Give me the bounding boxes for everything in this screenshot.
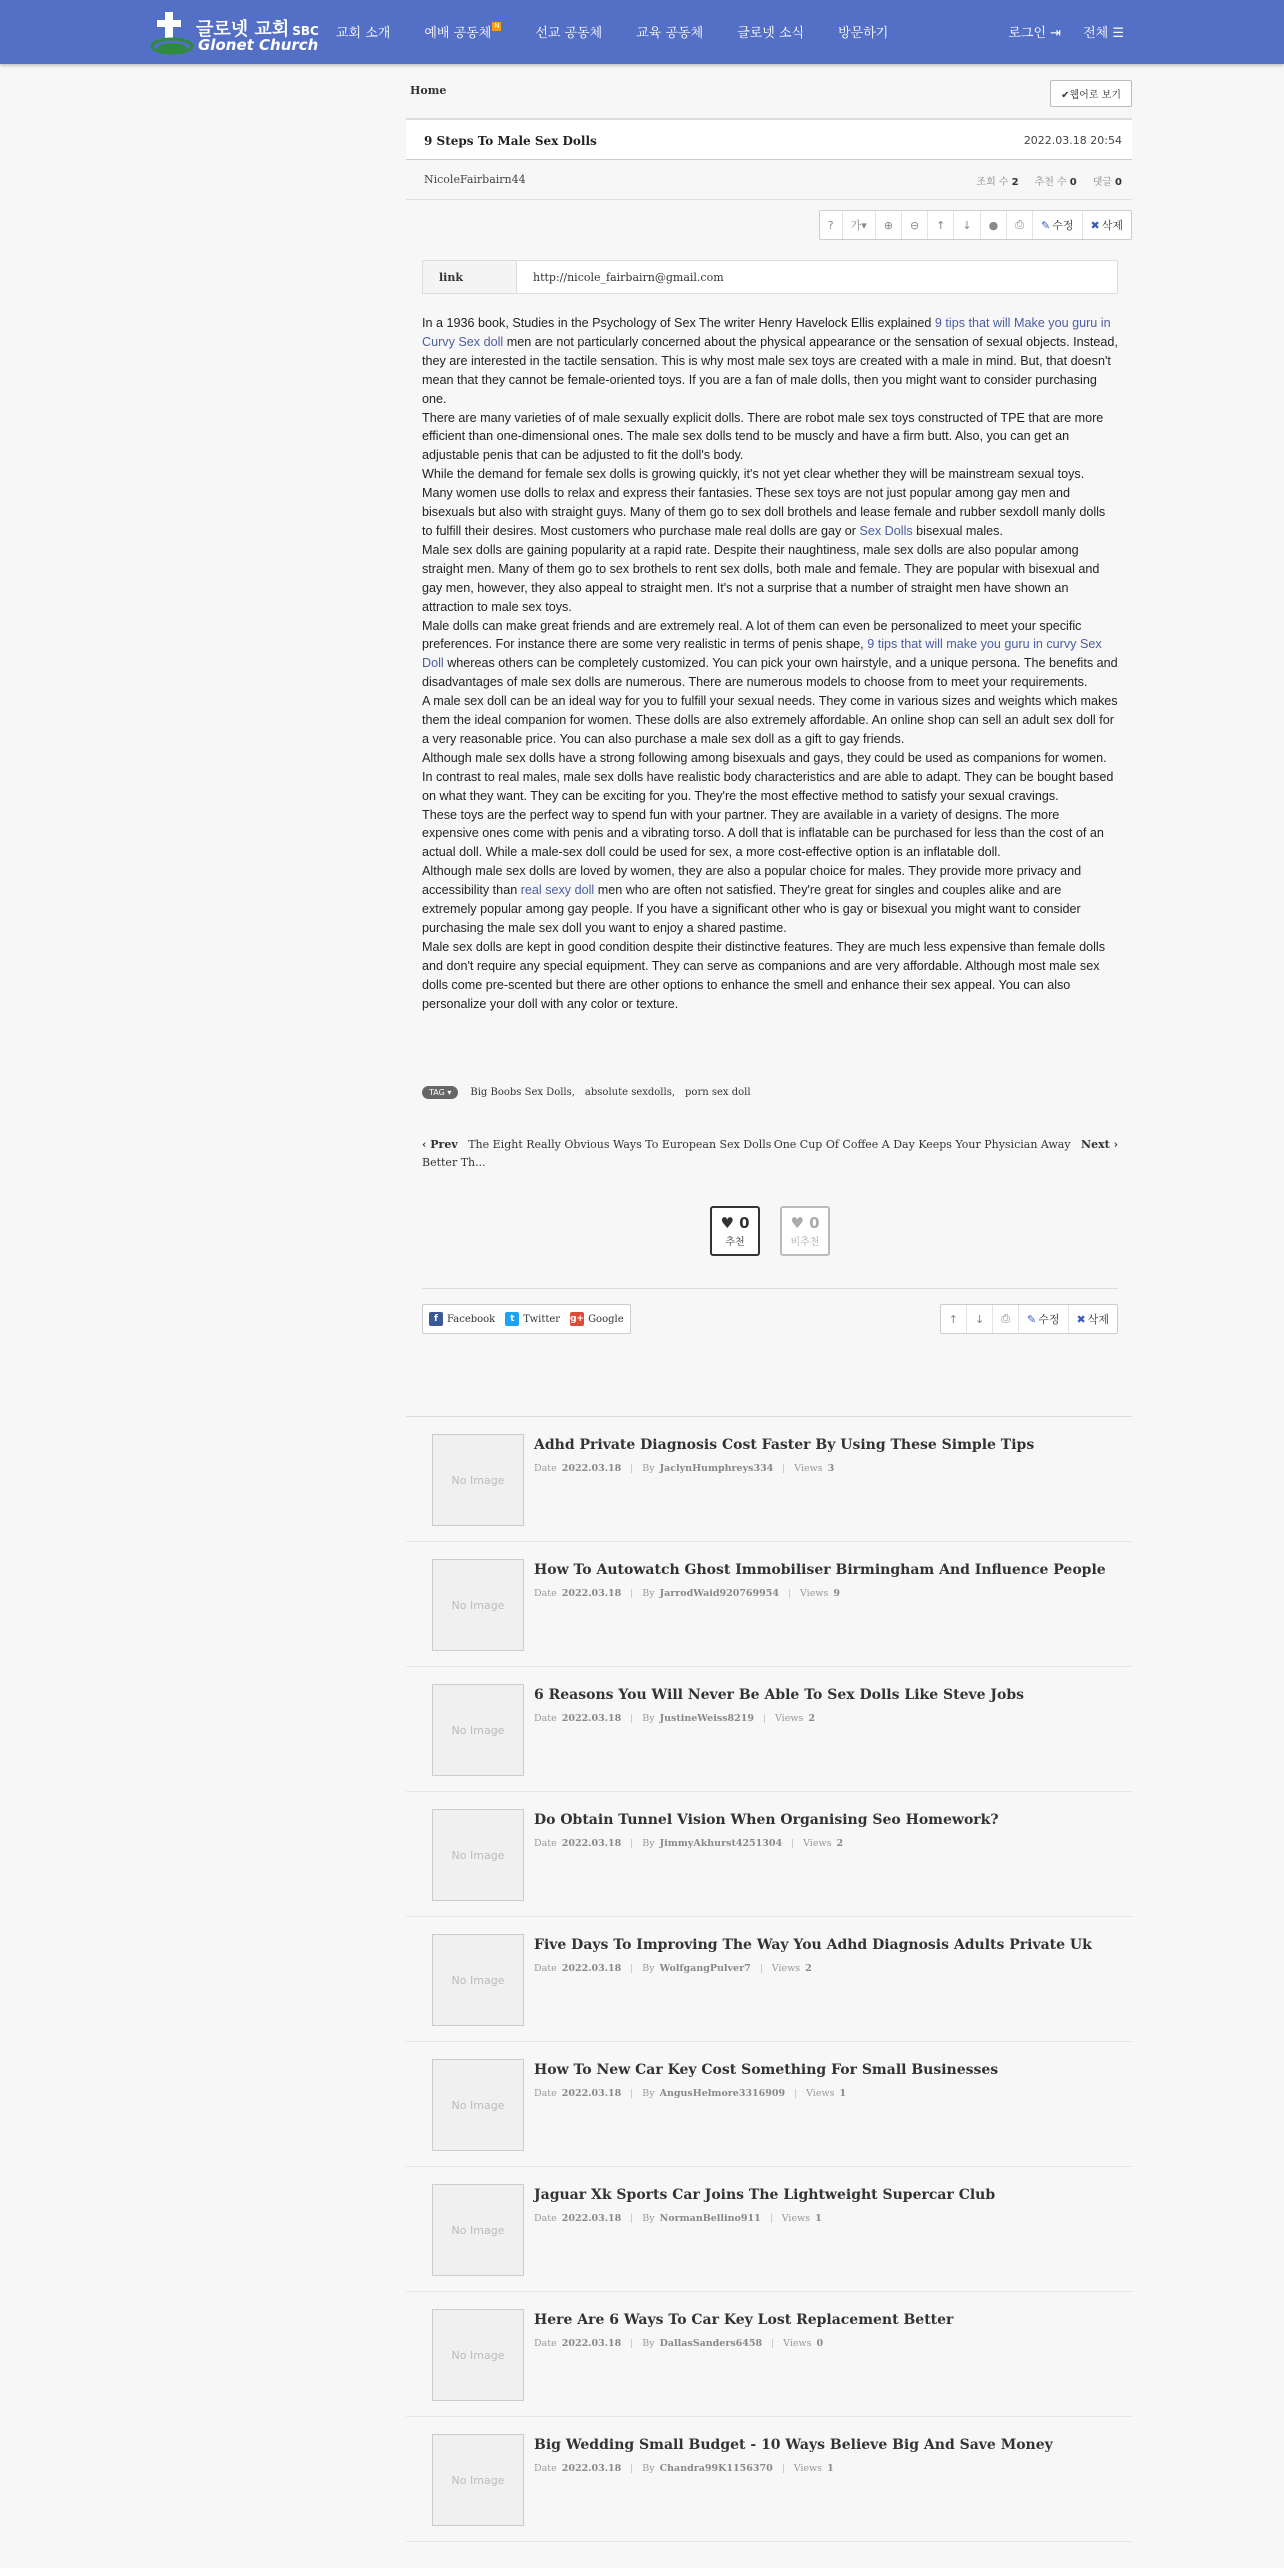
list-item-title[interactable]: How To New Car Key Cost Something For Small Businesses — [534, 2062, 999, 2078]
web-view-button[interactable]: ✔웹어로 보기 — [1050, 80, 1132, 107]
list-item-author: WolfgangPulver7 — [659, 1963, 751, 1974]
main-menu — [336, 22, 922, 41]
paragraph-text: whereas others can be completely customized. You can pick your own hairstyle, and a unique persona. The benefits and disadvantages of male sex dolls are numerous. There are numerous models to choose from to meet your requirements. — [422, 656, 1118, 690]
post-title-bar — [406, 118, 1132, 160]
post-meta — [406, 160, 1132, 200]
login-button[interactable]: 로그인 ⇥ — [1008, 26, 1062, 41]
list-item[interactable] — [406, 1667, 1132, 1792]
list-item-date: 2022.03.18 — [561, 2213, 622, 2224]
pencil-icon: ✎ — [1041, 218, 1051, 232]
facebook-icon: f — [429, 1312, 443, 1326]
recommend-count: 추천 수 0 — [1034, 177, 1077, 188]
tag-badge: TAG ▾ — [422, 1086, 458, 1099]
body-paragraph — [422, 409, 1118, 466]
list-item-title[interactable]: Five Days To Improving The Way You Adhd Diagnosis Adults Private Uk — [534, 1937, 1092, 1953]
nav-item-education[interactable]: 교육 공동체 — [636, 26, 704, 41]
list-item-title[interactable]: Here Are 6 Ways To Car Key Lost Replacement Better — [534, 2312, 954, 2328]
bottom-toolbar — [940, 1304, 1118, 1334]
post-body — [422, 314, 1118, 1014]
list-item-author: JustineWeiss8219 — [659, 1713, 754, 1724]
body-paragraph — [422, 692, 1118, 749]
list-item-date: 2022.03.18 — [561, 1713, 622, 1724]
next-post-link[interactable]: One Cup Of Coffee A Day Keeps Your Physician Away Next › — [773, 1138, 1118, 1151]
share-twitter[interactable]: t Twitter — [505, 1312, 560, 1326]
list-item[interactable] — [406, 2417, 1132, 2542]
body-paragraph — [422, 938, 1118, 1014]
list-item-views: 2 — [836, 1838, 844, 1849]
heart-icon: ♥ — [720, 1214, 734, 1232]
list-item[interactable] — [406, 2167, 1132, 2292]
list-item-date: 2022.03.18 — [561, 1463, 622, 1474]
paragraph-text: Although male sex dolls are loved by women, they are also a popular choice for males. They provide more privacy and accessibility than — [422, 864, 1082, 898]
new-badge: N — [494, 22, 500, 30]
thumbnail-placeholder[interactable]: No Image — [432, 2059, 524, 2151]
body-paragraph — [422, 541, 1118, 617]
inline-link[interactable]: 9 tips that will make you guru in curvy Sex Doll — [422, 637, 1102, 671]
post-date: 2022.03.18 20:54 — [1023, 134, 1122, 147]
share-facebook[interactable]: f Facebook — [429, 1312, 495, 1326]
list-item-author: JimmyAkhurst4251304 — [659, 1838, 783, 1849]
body-paragraph — [422, 617, 1118, 693]
pencil-icon: ✎ — [1027, 1312, 1037, 1326]
list-item-date: 2022.03.18 — [561, 1588, 622, 1599]
chevron-left-icon: ‹ — [422, 1138, 427, 1151]
body-paragraph — [422, 862, 1118, 938]
body-paragraph — [422, 749, 1118, 806]
body-paragraph — [422, 314, 1118, 409]
list-item-title[interactable]: Adhd Private Diagnosis Cost Faster By Using These Simple Tips — [534, 1437, 1035, 1453]
inline-link[interactable]: real sexy doll — [520, 883, 595, 898]
list-item-meta: Date 2022.03.18 By WolfgangPulver7 Views 2 — [534, 1963, 812, 1974]
list-item-views: 0 — [816, 2338, 824, 2349]
close-icon: ✖ — [1076, 1312, 1086, 1326]
thumbnail-placeholder[interactable]: No Image — [432, 2309, 524, 2401]
list-item-meta: Date 2022.03.18 By NormanBellino911 Views 1 — [534, 2213, 822, 2224]
list-item-meta: Date 2022.03.18 By JustineWeiss8219 Views 2 — [534, 1713, 815, 1724]
paragraph-text: bisexual males. — [912, 523, 1003, 538]
nav-item-about[interactable]: 교회 소개 — [336, 26, 391, 41]
list-item-date: 2022.03.18 — [561, 2088, 622, 2099]
view-count: 조회 수 2 — [976, 177, 1019, 188]
tag-link[interactable]: Big Boobs Sex Dolls, — [470, 1087, 575, 1098]
header-actions — [1008, 22, 1124, 41]
list-item-title[interactable]: Do Obtain Tunnel Vision When Organising Seo Homework? — [534, 1812, 999, 1828]
paragraph-text: men who are often not satisfied. They're great for singles and couples alike and are extremely popular among gay people. If you have a significant other who is gay or bisexual you might want to consider purchasing the male sex doll you want to enjoy a shared pastime. — [422, 883, 1081, 935]
list-item-views: 1 — [815, 2213, 822, 2224]
inline-link[interactable]: Sex Dolls — [859, 523, 913, 538]
paragraph-text: There are many varieties of of male sexually explicit dolls. There are robot male sex toys constructed of TPE that are more efficient than one-dimensional ones. The male sex dolls tend to be muscly and have a firm butt. Also, you can get an adjustable penis that can be adjusted to fit the doll's body. — [422, 410, 1104, 463]
list-item-date: 2022.03.18 — [561, 1838, 622, 1849]
arrow-up-icon[interactable]: ↑ — [941, 1305, 967, 1333]
thumbnail-placeholder[interactable]: No Image — [432, 1809, 524, 1901]
link-value[interactable]: http://nicole_fairbairn@gmail.com — [533, 271, 724, 284]
paragraph-text: Although male sex dolls have a strong following among bisexuals and gays, they could be used as companions for women. In contrast to real males, male sex dolls have realistic body characteristics and are able to adapt. They can be bought based on what they want. They can be exciting for you. They're the most effective method to satisfy your sexual cravings. — [422, 750, 1114, 803]
post-stats — [976, 173, 1122, 188]
nav-item-news[interactable]: 글로넷 소식 — [737, 26, 805, 41]
google-plus-icon: g+ — [570, 1314, 585, 1324]
thumbnail-placeholder[interactable]: No Image — [432, 1684, 524, 1776]
list-item[interactable] — [406, 2042, 1132, 2167]
thumbnail-placeholder[interactable]: No Image — [432, 1559, 524, 1651]
list-item-date: 2022.03.18 — [561, 1963, 622, 1974]
thumbnail-placeholder[interactable]: No Image — [432, 1434, 524, 1526]
comment-icon[interactable]: ● — [981, 211, 1008, 239]
edit-button[interactable]: ✎ 수정 — [1019, 1305, 1068, 1333]
arrow-down-icon[interactable]: ↓ — [954, 211, 980, 239]
paragraph-text: Male sex dolls are gaining popularity at a rapid rate. Despite their naughtiness, male sex dolls are also popular among straight men. Many of them go to sex brothels to rent sex dolls, both male and female. They are popular with bisexual and gay men, however, they also appeal to straight men. It's not a surprise that a number of straight men have shown an attraction to male sex toys. — [422, 542, 1100, 614]
zoom-out-icon[interactable]: ⊖ — [902, 211, 928, 239]
list-item[interactable] — [406, 1792, 1132, 1917]
list-item-author: DallasSanders6458 — [659, 2338, 763, 2349]
divider — [422, 1288, 1118, 1289]
edit-button[interactable]: ✎ 수정 — [1033, 211, 1082, 239]
site-logo[interactable] — [150, 10, 319, 56]
paragraph-text: men are not particularly concerned about the physical appearance or the sensation of sexual objects. Instead, they are interested in the tactile sensation. This is why most male sex toys are created with a male in mind. But, that doesn't mean that they cannot be female-oriented toys. If you are a fan of male dolls, then you might want to consider purchasing one. — [422, 334, 1118, 406]
font-size-button[interactable]: 가 ▾ — [843, 211, 876, 239]
paragraph-text: Male sex dolls are kept in good condition despite their distinctive features. They are much less expensive than female dolls and don't require any special equipment. They can serve as companions and are very affordable. Although most male sex dolls come pre-scented but there are other options to enhance the smell and enhance their sex appeal. You can also personalize your doll with any color or texture. — [422, 939, 1106, 1011]
close-icon: ✖ — [1090, 218, 1100, 232]
paragraph-text: These toys are the perfect way to spend fun with your partner. They are available in a variety of designs. The more expensive ones come with penis and a vibrating torso. A doll that is inflatable can be purchased for less than the cost of an actual doll. While a male-sex doll could be used for sex, a more cost-effective option is an inflatable doll. — [422, 807, 1104, 860]
list-item-title[interactable]: How To Autowatch Ghost Immobiliser Birmingham And Influence People — [534, 1562, 1106, 1578]
thumbnail-placeholder[interactable]: No Image — [432, 2434, 524, 2526]
logo-korean-text: 글로넷 교회 SBC — [196, 19, 319, 40]
thumbnail-placeholder[interactable]: No Image — [432, 1934, 524, 2026]
paragraph-text: Male dolls can make great friends and are extremely real. A lot of them can even be personalized to meet your specific preferences. For instance there are some very realistic in terms of penis shape, — [422, 618, 1082, 652]
list-item-views: 9 — [833, 1588, 840, 1599]
tag-list — [422, 1086, 751, 1099]
list-item-views: 3 — [827, 1463, 835, 1474]
list-item-meta: Date 2022.03.18 By Chandra99K1156370 Views 1 — [534, 2463, 834, 2474]
chevron-right-icon: › — [1113, 1138, 1118, 1151]
link-label: link — [423, 261, 517, 293]
list-item-author: JaclynHumphreys334 — [659, 1463, 774, 1474]
paragraph-text: A male sex doll can be an ideal way for you to fulfill your sexual needs. They come in various sizes and weights which makes them the ideal companion for women. These dolls are also extremely affordable. An online shop can sell an adult sex doll for a very reasonable price. You can also purchase a male sex doll as a gift to gay friends. — [422, 694, 1118, 746]
heart-icon: ♥ — [790, 1214, 804, 1232]
paragraph-text: While the demand for female sex dolls is growing quickly, it's not yet clear whether they will be mainstream sexual toys. Many women use dolls to relax and express their fantasies. These sex toys are not just popular among gay men and bisexuals but also with straight guys. Many of them go to sex doll brothels and lease female and rubber sexdoll manly dolls to fulfill their desires. Most customers who purchase male real dolls are gay or — [422, 467, 1106, 538]
list-item-title[interactable]: 6 Reasons You Will Never Be Able To Sex Dolls Like Steve Jobs — [534, 1687, 1025, 1703]
list-item-author: Chandra99K1156370 — [659, 2463, 773, 2474]
list-item[interactable] — [406, 1417, 1132, 1542]
print-icon[interactable]: ⎙ — [993, 1305, 1019, 1333]
delete-button[interactable]: ✖ 삭제 — [1076, 1312, 1109, 1326]
help-button[interactable]: ? — [820, 211, 843, 239]
arrow-up-icon[interactable]: ↑ — [928, 211, 954, 239]
top-navigation-bar — [0, 0, 1284, 64]
list-item-author: JarrodWaid920769954 — [659, 1588, 779, 1599]
recommend-button[interactable]: ♥ 0 추천 — [710, 1206, 760, 1256]
not-recommend-button[interactable]: ♥ 0 비추천 — [780, 1206, 830, 1256]
inline-link[interactable]: 9 tips that will Make you guru in Curvy Sex doll — [422, 316, 1111, 349]
print-icon[interactable]: ⎙ — [1007, 211, 1033, 239]
login-icon: ⇥ — [1050, 26, 1062, 41]
breadcrumb[interactable]: Home — [410, 84, 447, 97]
list-item[interactable] — [406, 2292, 1132, 2417]
tag-link[interactable]: absolute sexdolls, — [584, 1087, 676, 1098]
thumbnail-placeholder[interactable]: No Image — [432, 2184, 524, 2276]
post-list — [406, 1416, 1132, 2542]
list-item-meta: Date 2022.03.18 By JarrodWaid920769954 Views 9 — [534, 1588, 840, 1599]
share-google[interactable]: g+ Google — [570, 1313, 624, 1325]
post-toolbar — [819, 210, 1132, 240]
body-paragraph — [422, 465, 1118, 541]
arrow-down-icon[interactable]: ↓ — [967, 1305, 993, 1333]
list-item-views: 2 — [808, 1713, 815, 1724]
body-paragraph — [422, 806, 1118, 863]
list-item-meta: Date 2022.03.18 By JimmyAkhurst4251304 Views 2 — [534, 1838, 844, 1849]
post-title: 9 Steps To Male Sex Dolls — [424, 134, 597, 148]
list-item[interactable] — [406, 1917, 1132, 2042]
share-buttons — [422, 1304, 631, 1334]
twitter-icon: t — [505, 1312, 519, 1326]
hamburger-icon: ☰ — [1112, 26, 1124, 41]
list-item-title[interactable]: Big Wedding Small Budget - 10 Ways Believe Big And Save Money — [534, 2437, 1053, 2453]
list-item-views: 1 — [827, 2463, 834, 2474]
vote-box — [710, 1206, 830, 1256]
list-item-author: NormanBellino911 — [659, 2213, 761, 2224]
list-item-date: 2022.03.18 — [561, 2338, 622, 2349]
tag-link[interactable]: porn sex doll — [685, 1087, 751, 1098]
list-item-views: 2 — [805, 1963, 812, 1974]
post-navigation — [422, 1136, 1118, 1176]
comment-count: 댓글 0 — [1092, 177, 1122, 188]
list-item-meta: Date 2022.03.18 By DallasSanders6458 Views 0 — [534, 2338, 824, 2349]
paragraph-text: In a 1936 book, Studies in the Psychology of Sex The writer Henry Havelock Ellis explained — [422, 316, 935, 330]
list-item-meta: Date 2022.03.18 By JaclynHumphreys334 Views 3 — [534, 1463, 835, 1474]
nav-item-mission[interactable]: 선교 공동체 — [535, 26, 603, 41]
list-item-views: 1 — [839, 2088, 847, 2099]
delete-button[interactable]: ✖ 삭제 — [1090, 218, 1123, 232]
prev-post-link[interactable]: ‹ Prev The Eight Really Obvious Ways To European Sex Dolls Better Th... — [422, 1138, 772, 1169]
zoom-in-icon[interactable]: ⊕ — [876, 211, 902, 239]
nav-item-visit[interactable]: 방문하기 — [838, 26, 889, 41]
list-item[interactable] — [406, 1542, 1132, 1667]
list-item-meta: Date 2022.03.18 By AngusHelmore3316909 Views 1 — [534, 2088, 847, 2099]
logo-english-text: Glonet Church — [198, 36, 319, 54]
list-item-title[interactable]: Jaguar Xk Sports Car Joins The Lightweight Supercar Club — [534, 2187, 996, 2203]
post-container — [406, 64, 1132, 1326]
church-cross-icon — [150, 10, 198, 56]
check-icon: ✔ — [1061, 90, 1070, 101]
post-author[interactable]: NicoleFairbairn44 — [424, 173, 526, 186]
all-menu-button[interactable]: 전체 ☰ — [1083, 26, 1124, 41]
nav-item-worship[interactable]: 예배 공동체 N — [424, 22, 500, 41]
list-item-author: AngusHelmore3316909 — [659, 2088, 786, 2099]
list-item-date: 2022.03.18 — [561, 2463, 622, 2474]
link-field — [422, 260, 1118, 294]
